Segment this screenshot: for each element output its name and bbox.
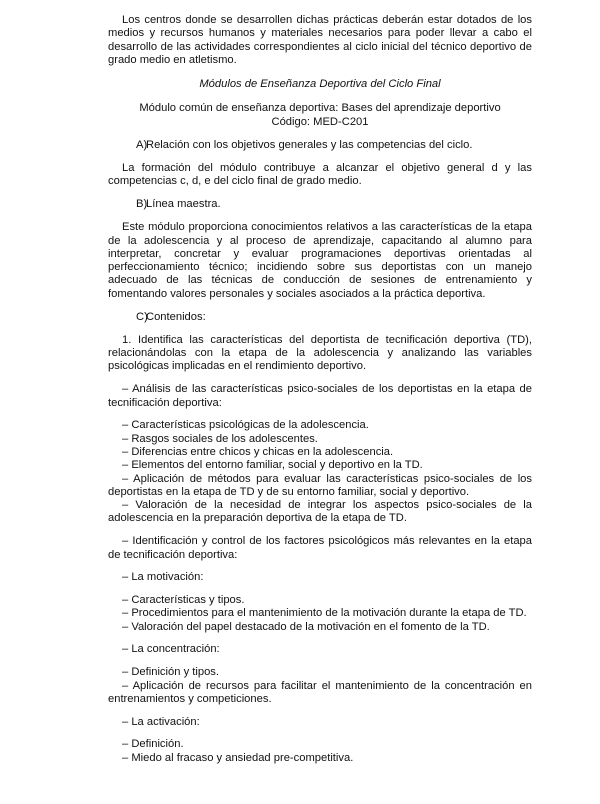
section-a-text: La formación del módulo contribuye a alcanzar el objetivo general d y las competencias c, d, e del ciclo final de grado medio. (108, 161, 532, 188)
concentration-list (108, 666, 532, 706)
intro-paragraph: Los centros donde se desarrollen dichas prácticas deberán estar dotados de los medios y recursos humanos y materiales necesarios para poder llevar a cabo el desarrollo de las actividades correspondientes al ciclo inicial del técnico deportivo de grado medio en atletismo. (108, 14, 532, 66)
list-item: – Definición. (122, 738, 184, 751)
list-item: – Características y tipos. (122, 594, 245, 607)
identification-heading: – Identificación y control de los factores psicológicos más relevantes en la etapa de tecnificación deportiva: (108, 535, 532, 561)
list-item: – Valoración del papel destacado de la motivación en el fomento de la TD. (122, 620, 490, 633)
list-item: – Rasgos sociales de los adolescentes. (122, 432, 318, 445)
section-c-title: Contenidos: (146, 311, 206, 324)
list-item: – Elementos del entorno familiar, social y deportivo en la TD. (122, 459, 423, 472)
section-c-heading (108, 311, 532, 324)
list-item: – Aplicación de recursos para facilitar el mantenimiento de la concentración en entrenamientos y competiciones. (108, 679, 532, 705)
activation-heading: – La activación: (122, 715, 200, 728)
concentration-heading: – La concentración: (122, 643, 220, 656)
motivation-list (108, 594, 532, 634)
analysis-heading: – Análisis de las características psico-sociales de los deportistas en la etapa de tecnificación deportiva: (108, 383, 532, 409)
list-item: – Procedimientos para el mantenimiento de la motivación durante la etapa de TD. (122, 607, 527, 620)
motivation-heading: – La motivación: (122, 571, 204, 584)
module-code: Código: MED-C201 (271, 115, 369, 128)
section-a-title: Relación con los objetivos generales y las competencias del ciclo. (146, 139, 473, 152)
section-a-heading (108, 139, 532, 152)
modules-heading: Módulos de Enseñanza Deportiva del Ciclo Final (199, 78, 441, 91)
list-item: – Valoración de la necesidad de integrar los aspectos psico-sociales de la adolescencia en la preparación deportiva de la etapa de TD. (108, 499, 532, 525)
section-b-text: Este módulo proporciona conocimientos relativos a las características de la etapa de la adolescencia y al proceso de aprendizaje, capacitando al alumno para interpretar, concretar y evaluar programaciones deportivas orientadas al perfeccionamiento técnico; incidiendo sobre sus deportistas con un manejo adecuado de las técnicas de conducción de sesiones de entrenamiento y fomentando valores personales y sociales asociados a la práctica deportiva. (108, 221, 532, 300)
section-a-letter: A) (136, 139, 148, 152)
list-item: – Aplicación de métodos para evaluar las características psico-sociales de los deportistas en la etapa de TD y de su entorno familiar, social y deportivo. (108, 472, 532, 498)
content-item-1: 1. Identifica las características del deportista de tecnificación deportiva (TD), relacionándolas con la etapa de la adolescencia y analizando las variables psicológicas implicadas en el rendimiento deportivo. (108, 333, 532, 373)
list-item: – Diferencias entre chicos y chicas en la adolescencia. (122, 445, 394, 458)
list-item: – Características psicológicas de la adolescencia. (122, 419, 369, 432)
module-title: Módulo común de enseñanza deportiva: Bases del aprendizaje deportivo (139, 102, 501, 115)
list-item: – Definición y tipos. (122, 666, 220, 679)
list-item: – Miedo al fracaso y ansiedad pre-competitiva. (122, 751, 354, 764)
section-c-letter: C) (136, 311, 148, 324)
analysis-list (108, 419, 532, 525)
section-b-title: Línea maestra. (146, 198, 221, 211)
section-b-letter: B) (136, 198, 148, 211)
activation-list (108, 738, 532, 765)
section-b-heading (108, 198, 532, 211)
